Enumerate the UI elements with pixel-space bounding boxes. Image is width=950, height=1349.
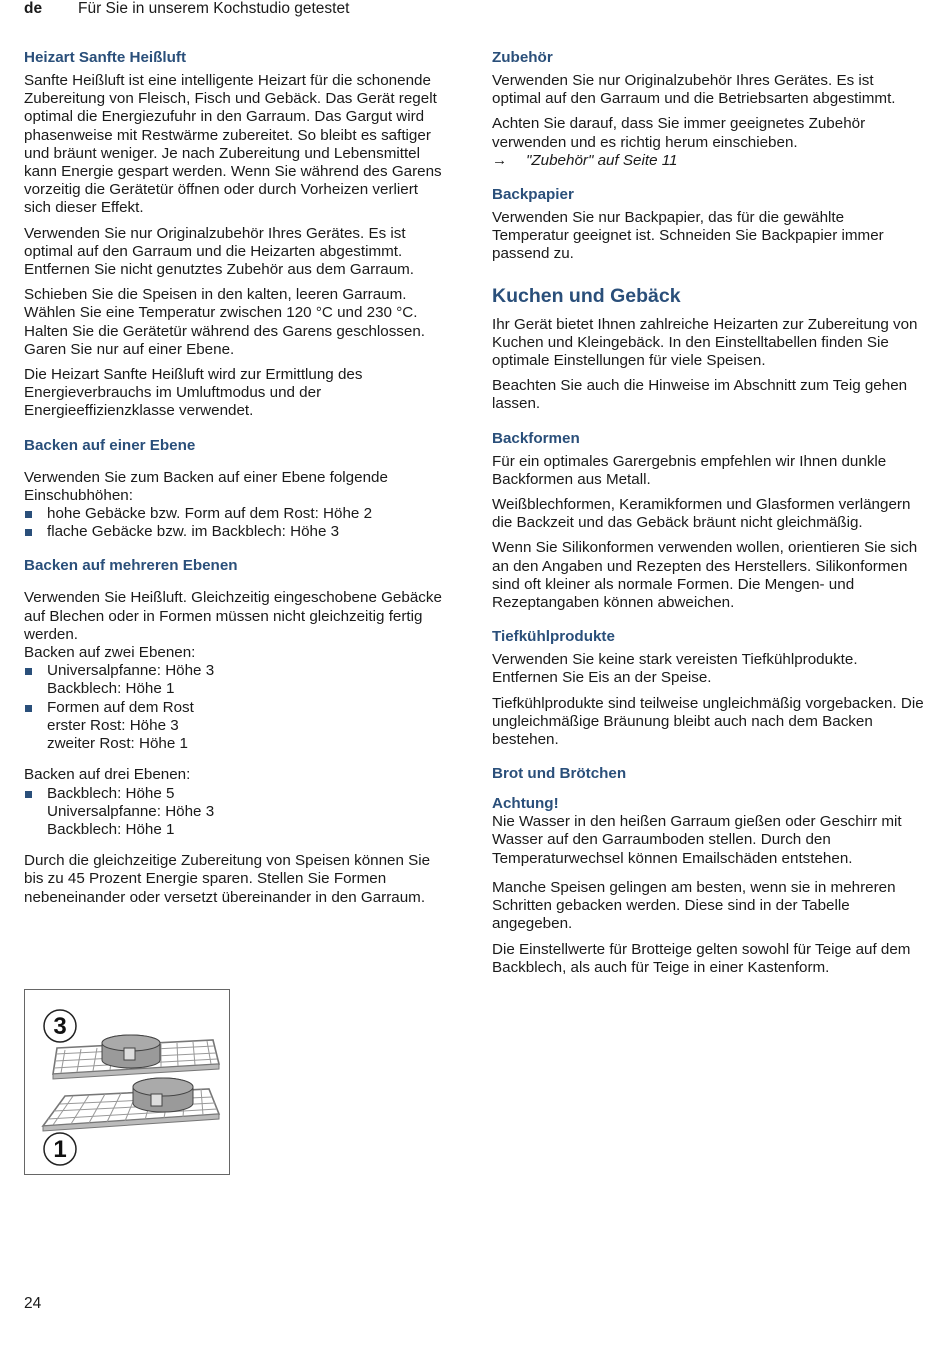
list-line: Backblech: Höhe 5 [47, 784, 175, 802]
heading-brot-und-broetchen: Brot und Brötchen [492, 765, 627, 783]
paragraph: Tiefkühlprodukte sind teilweise ungleichmäßig vorgebacken. Die ungleichmäßige Bräunung bleibt auch nach dem Backen bestehen. [492, 694, 924, 749]
paragraph: Die Heizart Sanfte Heißluft wird zur Ermittlung des Energieverbrauchs im Umluftmodus und der Energieeffizienzklasse verwendet. [24, 366, 363, 420]
header-title: Für Sie in unserem Kochstudio getestet [78, 0, 350, 17]
list-line: Backblech: Höhe 1 [47, 820, 175, 838]
language-code: de [24, 0, 43, 17]
paragraph: Verwenden Sie zum Backen auf einer Ebene folgende Einschubhöhen: [24, 468, 388, 504]
paragraph: Manche Speisen gelingen am besten, wenn sie in mehreren Schritten gebacken werden. Diese sind in der Tabelle angegeben. [492, 878, 896, 933]
list-line: Backblech: Höhe 1 [47, 680, 175, 698]
bullet-list [24, 505, 449, 541]
list-line: Universalpfanne: Höhe 3 [47, 662, 215, 680]
paragraph: Wenn Sie Silikonformen verwenden wollen, orientieren Sie sich an den Angaben und Rezepten des Herstellers. Silikonformen sind oft kleiner als normale Formen. Die Mengen- und Rezeptangaben können abweichen. [492, 539, 918, 612]
paragraph: Verwenden Sie nur Backpapier, das für die gewählte Temperatur geeignet ist. Schneiden Sie Backpapier immer passend zu. [492, 209, 884, 263]
list-item: flache Gebäcke bzw. im Backblech: Höhe 3 [24, 523, 449, 541]
heading-backpapier: Backpapier [492, 186, 574, 204]
heading-backen-einer-ebene: Backen auf einer Ebene [24, 436, 196, 454]
paragraph: Sanfte Heißluft ist eine intelligente Heizart für die schonende Zubereitung von Fleisch, Fisch und Gebäck. Das Gerät regelt optimal die Energiezufuhr in den Garraum. Das Gargut wird phasenweise mit Restwärme zubereitet. So bleibt es saftiger und bräunt weniger. Je nach Zubereitung und Lebensmittel kann Energie gespart werden. Wenn Sie während des Garens vorzeitig die Gerätetür öffnen oder durch Vorheizen verliert sich dieser Effekt. [24, 72, 442, 217]
racks-drawing [25, 990, 229, 1174]
arrow-right-icon: → [492, 151, 508, 169]
paragraph: Verwenden Sie Heißluft. Gleichzeitig eingeschobene Gebäcke auf Blechen oder in Formen müssen nicht gleichzeitig fertig werden. [24, 589, 442, 643]
list-item: hohe Gebäcke bzw. Form auf dem Rost: Höhe 2 [24, 505, 449, 523]
bullet-list [24, 785, 449, 840]
list-line: Formen auf dem Rost [47, 698, 194, 716]
heading-sanfte-heissluft: Heizart Sanfte Heißluft [24, 49, 187, 66]
upper-rack [53, 1035, 219, 1079]
lower-rack [43, 1078, 219, 1131]
heading-tiefkuehlprodukte: Tiefkühlprodukte [492, 628, 615, 646]
list-line: Universalpfanne: Höhe 3 [47, 802, 215, 820]
page-header [24, 0, 926, 22]
paragraph: Verwenden Sie nur Originalzubehör Ihres Gerätes. Es ist optimal auf den Garraum und die Betriebsarten abgestimmt. [492, 72, 896, 108]
left-column [24, 49, 449, 914]
heading-backen-mehreren-ebenen: Backen auf mehreren Ebenen [24, 557, 238, 575]
heading-backformen: Backformen [492, 429, 580, 447]
list-item [24, 785, 449, 840]
heading-zubehoer: Zubehör [492, 49, 553, 66]
paragraph: Achten Sie darauf, dass Sie immer geeignetes Zubehör verwenden und es richtig herum einschieben. [492, 115, 866, 151]
level-label-1: 1 [53, 1136, 67, 1163]
paragraph: Verwenden Sie nur Originalzubehör Ihres Gerätes. Es ist optimal auf den Garraum und die Heizarten abgestimmt. Entfernen Sie nicht genutztes Zubehör aus dem Garraum. [24, 224, 415, 279]
level-badge-1 [44, 1133, 76, 1165]
right-column [492, 49, 924, 984]
level-label-3: 3 [53, 1013, 67, 1040]
paragraph: Für ein optimales Garergebnis empfehlen wir Ihnen dunkle Backformen aus Metall. [492, 452, 887, 488]
page-number: 24 [24, 1295, 42, 1312]
list-item [24, 699, 449, 754]
list-line: erster Rost: Höhe 3 [47, 716, 179, 734]
label-two-levels: Backen auf zwei Ebenen: [24, 644, 196, 662]
paragraph: Weißblechformen, Keramikformen und Glasformen verlängern die Backzeit und das Gebäck bräunt nicht gleichmäßig. [492, 496, 911, 532]
level-badge-3 [44, 1010, 76, 1042]
list-line: zweiter Rost: Höhe 1 [47, 735, 188, 753]
paragraph: Beachten Sie auch die Hinweise im Abschnitt zum Teig gehen lassen. [492, 377, 908, 413]
reference-link[interactable]: "Zubehör" auf Seite 11 [526, 151, 678, 169]
paragraph: Ihr Gerät bietet Ihnen zahlreiche Heizarten zur Zubereitung von Kuchen und Kleingebäck. In den Einstelltabellen finden Sie optimale Einstellungen für viele Speisen. [492, 315, 918, 370]
paragraph: Durch die gleichzeitige Zubereitung von Speisen können Sie bis zu 45 Prozent Energie sparen. Stellen Sie Formen nebeneinander oder versetzt übereinander in den Garraum. [24, 852, 431, 906]
oven-racks-illustration [24, 989, 230, 1175]
list-item [24, 662, 449, 698]
heading-kuchen-und-gebaeck: Kuchen und Gebäck [492, 284, 681, 307]
cross-reference [492, 152, 924, 170]
paragraph: Die Einstellwerte für Brotteige gelten sowohl für Teige auf dem Backblech, als auch für Teige in einer Kastenform. [492, 940, 911, 976]
paragraph: Verwenden Sie keine stark vereisten Tiefkühlprodukte. Entfernen Sie Eis an der Speise. [492, 651, 858, 687]
bullet-list [24, 662, 449, 753]
paragraph: Schieben Sie die Speisen in den kalten, leeren Garraum. Wählen Sie eine Temperatur zwischen 120 °C und 230 °C. Halten Sie die Gerätetür während des Garens geschlossen. Garen Sie nur auf einer Ebene. [24, 286, 426, 358]
warning-text: Nie Wasser in den heißen Garraum gießen oder Geschirr mit Wasser auf den Garraumboden stellen. Durch den Temperaturwechsel können Emailschäden entstehen. [492, 813, 902, 867]
warning-label: Achtung! [492, 795, 559, 813]
label-three-levels: Backen auf drei Ebenen: [24, 766, 191, 784]
